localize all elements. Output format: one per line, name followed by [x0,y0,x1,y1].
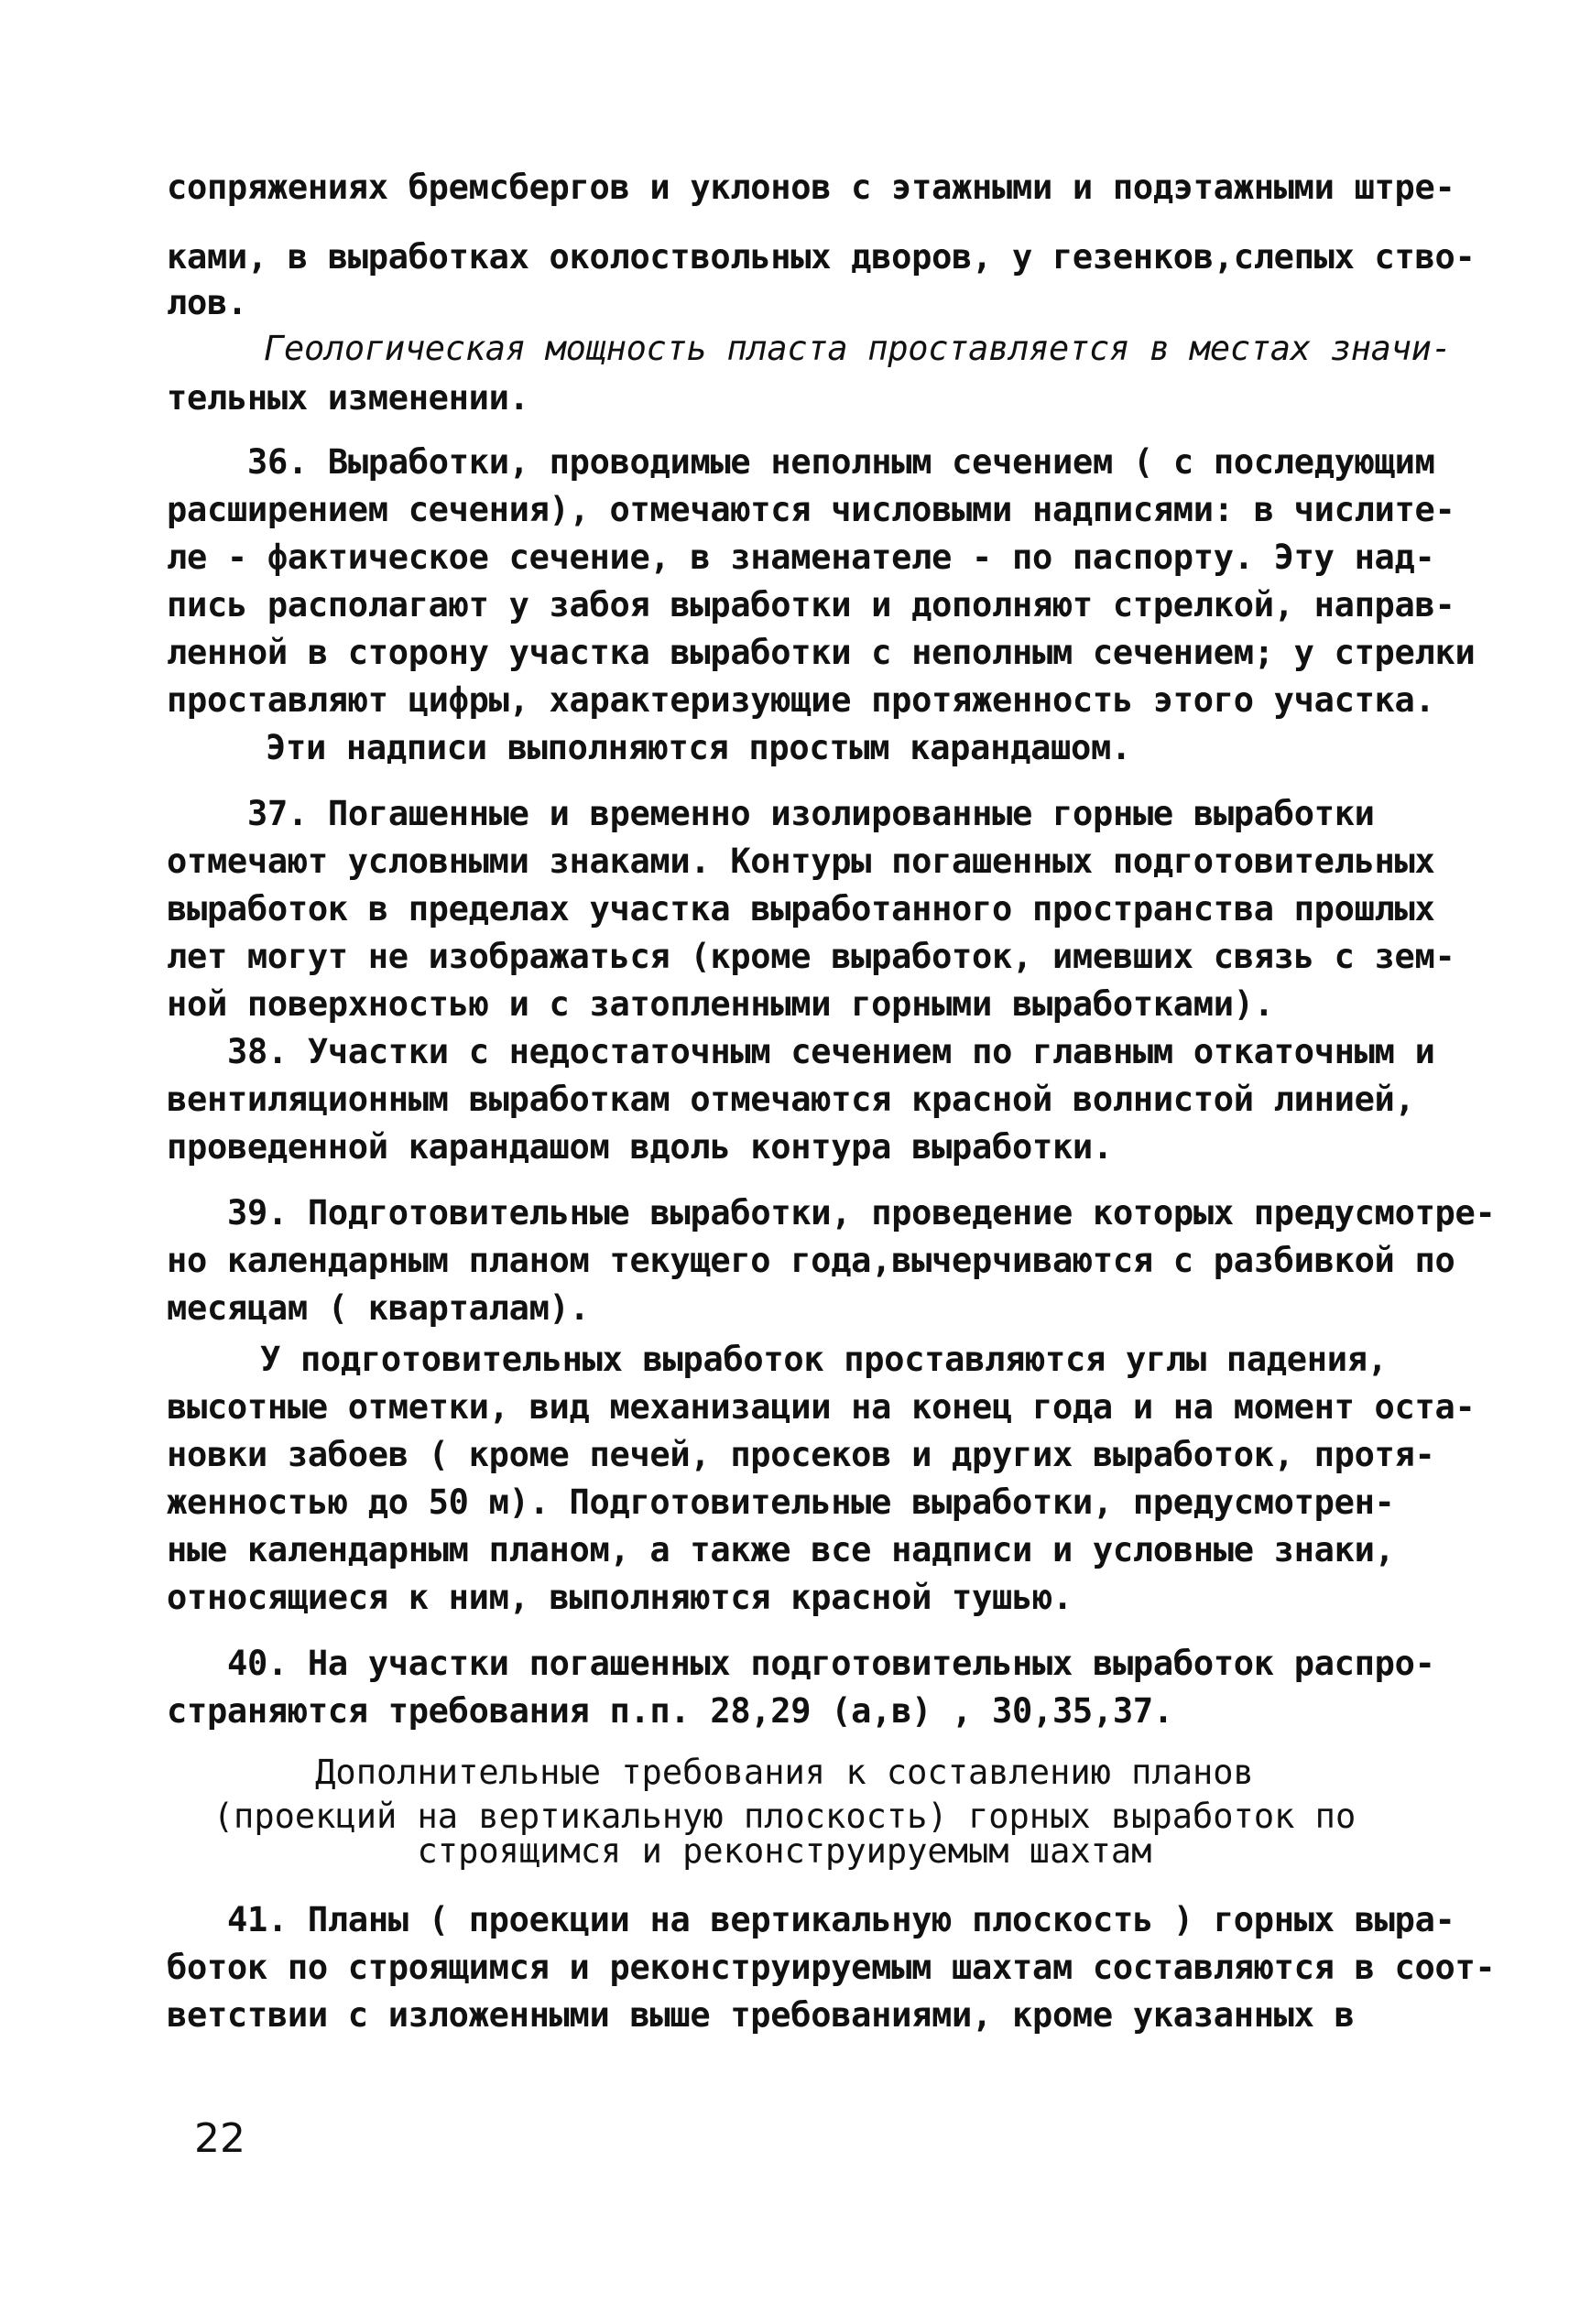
section-heading-line: Дополнительные требования к составлению планов [315,1753,1254,1792]
page-number: 22 [194,2115,245,2162]
text-line: выработок в пределах участка выработанного пространства прошлых [167,889,1435,929]
text-line: расширением сечения), отмечаются числовыми надписями: в числите- [167,490,1455,529]
text-line: У подготовительных выработок проставляются углы падения, [260,1340,1388,1379]
text-line: ные календарным планом, а также все надписи и условные знаки, [167,1530,1395,1569]
text-line: сопряжениях бремсбергов и уклонов с этажными и подэтажными штре- [167,168,1455,207]
text-line: тельных изменении. [167,378,529,418]
text-line: лов. [167,283,247,322]
section-heading-line: строящимся и реконструируемым шахтам [417,1831,1152,1871]
text-line: отмечают условными знаками. Контуры погашенных подготовительных [167,842,1435,881]
text-line: 40. На участки погашенных подготовительных выработок распро- [227,1644,1435,1683]
text-line: ками, в выработках околоствольных дворов, у гезенков,слепых ство- [167,237,1476,277]
text-line: ле - фактическое сечение, в знаменателе - по паспорту. Эту над- [167,538,1435,577]
text-line: 36. Выработки, проводимые неполным сечением ( с последующим [247,442,1435,482]
text-line: пись располагают у забоя выработки и дополняют стрелкой, направ- [167,585,1455,624]
text-line: новки забоев ( кроме печей, просеков и других выработок, протя- [167,1435,1435,1474]
text-line: Геологическая мощность пласта проставляется в местах значи- [264,329,1452,368]
text-line: но календарным планом текущего года,вычерчиваются с разбивкой по [167,1241,1455,1280]
text-line: 41. Планы ( проекции на вертикальную плоскость ) горных выра- [227,1900,1455,1939]
text-line: проведенной карандашом вдоль контура выработки. [167,1127,1113,1167]
text-line: ленной в сторону участка выработки с неполным сечением; у стрелки [167,633,1476,672]
text-line: лет могут не изображаться (кроме выработок, имевших связь с зем- [167,937,1455,976]
text-line: 37. Погашенные и временно изолированные горные выработки [247,794,1375,833]
text-line: страняются требования п.п. 28,29 (а,в) , 30,35,37. [167,1691,1173,1731]
text-line: месяцам ( кварталам). [167,1288,590,1328]
text-line: женностью до 50 м). Подготовительные выработки, предусмотрен- [167,1482,1395,1522]
text-line: высотные отметки, вид механизации на конец года и на момент оста- [167,1387,1476,1427]
text-line: 38. Участки с недостаточным сечением по главным откаточным и [227,1032,1435,1071]
text-line: проставляют цифры, характеризующие протяженность этого участка. [167,680,1435,720]
text-line: Эти надписи выполняются простым карандашом. [266,728,1131,767]
text-line: ветствии с изложенными выше требованиями, кроме указанных в [167,1995,1355,2035]
section-heading-line: (проекций на вертикальную плоскость) горных выработок по [212,1797,1357,1836]
text-line: ной поверхностью и с затопленными горными выработками). [167,984,1274,1024]
text-line: относящиеся к ним, выполняются красной тушью. [167,1578,1073,1617]
text-line: 39. Подготовительные выработки, проведение которых предусмотре- [227,1193,1496,1233]
text-line: вентиляционным выработкам отмечаются красной волнистой линией, [167,1080,1415,1119]
text-line: боток по строящимся и реконструируемым шахтам составляются в соот- [167,1948,1496,1987]
